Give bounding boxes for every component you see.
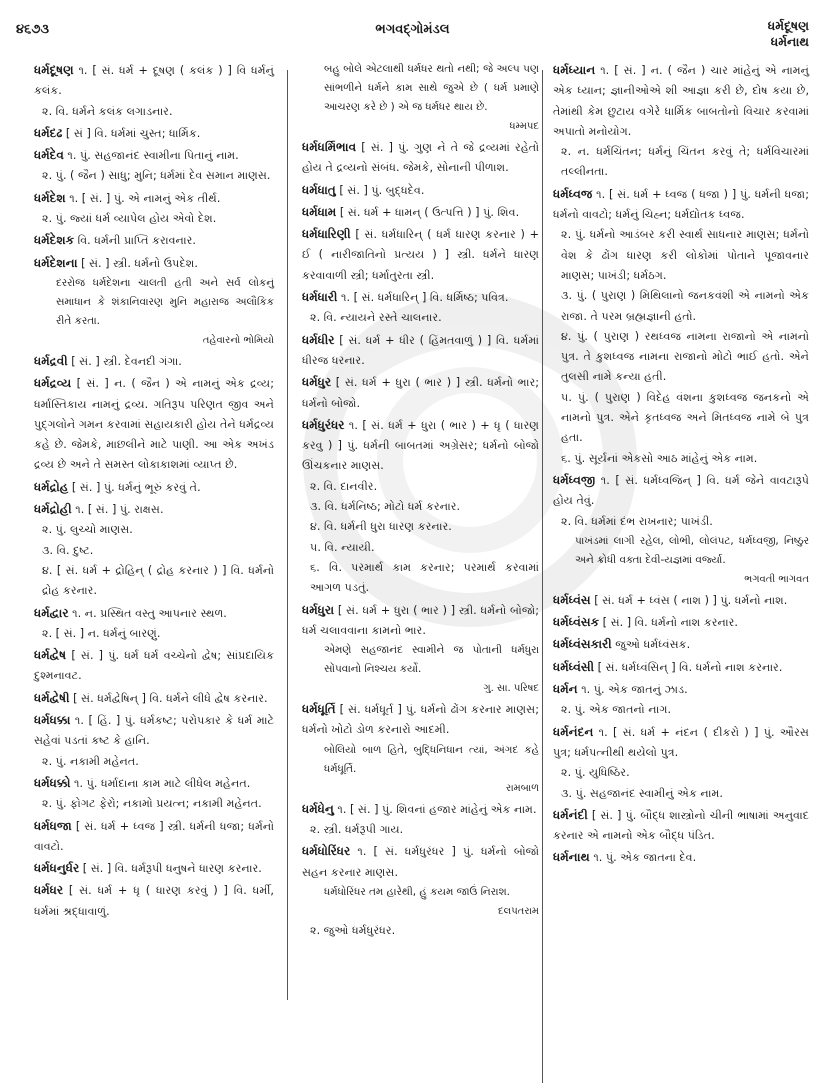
headword: ધર્મધનુર્ધર [34,861,80,876]
headword: ધર્મધક્કા [34,713,71,728]
sense: ૨. વિ. ધર્મમાં દંભ રાખનાર; પાખંડી. [561,514,713,528]
dictionary-entry [34,603,274,645]
sense: ૨. પું. લુચ્ચો માણસ. [42,523,133,537]
dictionary-entry [302,330,539,372]
quote-source: ગુ. સા. પરિષદ [483,683,539,695]
definition: [ સં. ધર્મ + ધ્વજ ] સ્ત્રી. ધર્મની ધજા; ધર્મનો વાવટો. [34,819,275,853]
quote-text: દરરોજ ધર્મદેશના ચાલતી હતી અને સર્વ લોકનું સમાધાન કે શંકાનિવારણ મુનિ મહારાજ અલૌકિક રીતે કરતા. [56,276,274,327]
dictionary-entry [553,805,809,847]
dictionary-entry [34,60,274,122]
column-divider-right [542,70,543,1083]
headword: ધર્મદ્વેષી [34,690,70,705]
headword: ધર્મધીર [302,332,335,347]
headword: ધર્મધૂર્તિ [302,702,336,717]
definition: [ સં. ] પું. બુદ્ધદેવ. [339,183,425,197]
sense: ૬. પું. સૂર્યનાં એકસો આઠ માંહેનું એક નામ. [561,451,758,465]
headword: ધર્મધ્વજી [553,472,596,487]
definition: ૧. [ સં. ધર્મધ્વજિન્ ] વિ. ધર્મ જેને વાવટારૂપે હોય તેવું. [553,473,809,508]
dictionary-entry [34,645,274,687]
definition: ૧. [ સં. ધર્મ + દૂષણ ( કલંક ) ] વિ ધર્મનું કલંક. [34,64,274,98]
definition: [ સં. ધર્મ + ધ્વંસ ( નાશ ) ] પું. ધર્મનો નાશ. [594,593,788,607]
dictionary-entry [34,188,274,230]
headword: ધર્મદૂષણ [34,63,74,77]
dictionary-entry [34,499,274,601]
headword: ધર્મદેશના [34,255,78,270]
guide-word-first: ધર્મદૂષણ [767,18,809,33]
sense: ૪. વિ. ધર્મની ધુરા ધારણ કરનાર. [310,520,452,534]
dictionary-entry [302,799,539,841]
sense: ૩. પું. ( પુરાણ ) મિથિલાનો જનકવંશી એ નામનો એક રાજા. તે પરમ બ્રહ્મજ્ઞાની હતો. [561,289,809,323]
definition: ૧. [ સં. ધર્મ + ધુરા ( ભાર ) + ધૃ ( ધારણ કરવુ ) ] પું. ધર્મની બાબતમાં અગ્રેસર; ધર્મનો બોજો ઊંચકનાર માણસ. [302,418,539,473]
definition: ૧. ન. પ્રસ્થિત વસ્તુ આપનાર સ્થળ. [72,606,227,620]
headword: ધર્મધર્મિભાવ [302,140,357,154]
definition: [ સં. ] સ્ત્રી. દેવનદી ગંગા. [71,354,182,368]
sense: ૩. વિ. ધર્મનિષ્ઠ; મોટો ધર્મ કરનાર. [310,500,461,514]
definition: ૧. [ સં. ] પું. શિવનાં હજાર માંહેનું એક નામ. [337,802,537,816]
definition: [ સં. ધર્મધ્વંસિન્ ] વિ. ધર્મનો નાશ કરનાર. [597,660,783,674]
quote-source: રામબાળ [506,782,539,794]
headword: ધર્મધાતુ [302,182,336,197]
headword: ધર્મધુરા [302,602,335,617]
definition: ૧. [ સં. ધર્મધુરંધર ] પું. ધર્મનો બોજો સહન કરનાર માણસ. [302,845,539,879]
sense: ૫. વિ. ન્યાયી. [310,540,375,554]
citation-quote [302,60,539,136]
headword: ધર્મદેશ [34,190,66,205]
sense: ૨. પું. ફોગટ ફેરો; નકામો પ્રયત્ન; નકામી મહેનત. [42,797,262,811]
headword: ધર્મધક્કો [34,775,71,790]
guide-word-last: ધર્મનાથ [770,34,809,49]
definition: [ સં. ધર્મ + ધામન્ ( ઉત્પત્તિ ) ] પું. શિવ. [339,205,520,219]
sense: ૪. પું. ( પુરાણ ) રથધ્વજ નામના રાજાનો એ નામનો પુત્ર. તે કુશધ્વજ નામના રાજાનો મોટો ભાઈ હતો. એને તુલસી નામે કન્યા હતી. [561,329,809,384]
dictionary-entry [302,699,539,798]
definition: [ સં. ] ન. ( જૈન ) એ નામનું એક દ્રવ્ય; ધર્માસ્તિકાય નામનું દ્રવ્ય. ગતિરૂપ પરિણત જીવ અને પુદ્ગલોને ગમન કરવામાં સહાયકારી હોય તેને ધર્મદ્રવ્ય કહે છે. જેમકે, માછલીને માટે પાણી. આ એક અખંડ દ્રવ્ય છે અને તે સમસ્ત લોકાકાશમાં વ્યાપ્ત છે. [34,377,274,472]
definition: [ સં. ] પું. બૌદ્ધ શાસ્ત્રોનો ચીની ભાષામાં અનુવાદ કરનાર એ નામનો એક બૌદ્ધ પંડિત. [553,808,809,843]
sense: ૨. વિ. ન્યાયને રસ્તે ચાલનાર. [310,311,442,325]
definition: ૧. પું. સહજાનંદ સ્વામીના પિતાનું નામ. [67,149,239,163]
dictionary-entry [34,816,274,858]
headword: ધર્મદેવ [34,148,64,163]
definition: [ સં. ધર્મદ્વેષિન્ ] વિ. ધર્મને લીધે દ્વેષ કરનાર. [73,691,268,705]
sense: ૨. પું. નકામી મહેનત. [42,754,139,768]
quote-source: દલપતરામ [498,905,539,917]
page-header [0,0,825,58]
definition: [ સં. ] સ્ત્રી. ધર્મનો ઉપદેશ. [81,256,198,270]
quote-text: બોલિયો બાળ હિતે, બુદ્ધિનિધાન ત્યાં, અંગદ કહે ધર્મધૂર્તિ. [324,743,539,775]
definition: ૧. [ સં. ] પું. રાક્ષસ. [75,503,164,517]
sense: ૨. પું. ધર્મનો આડંબર કરી સ્વાર્થ સાધનાર માણસ; ધર્મનો વેશ કે ઢોંગ ધારણ કરી લોકોમાં પોતાને પૂજાવનાર માણસ; પાખંડી; ધર્મઠગ. [561,228,809,282]
dictionary-entry [302,287,539,329]
dictionary-entry [553,590,809,611]
sense: ૨. પું. એક જાતનો નાગ. [561,703,672,717]
headword: ધર્મધ્વંસક [553,615,600,630]
dictionary-entry [553,470,809,589]
dictionary-entry [302,600,539,699]
dictionary-entry [553,60,809,183]
headword: ધર્મધ્વંસી [553,659,595,674]
definition: [ સં. ધર્મધારિન્ ( ધર્મ ધારણ કરનાર ) + ઈ ( નારીજાતિનો પ્રત્યય ) ] સ્ત્રી. ધર્મને ધારણ કરવાવાળી સ્ત્રી; ધર્માતુરતા સ્ત્રી. [302,228,539,282]
definition: ૧. પું. એક જાતનું ઝાડ. [581,683,688,697]
citation-quote [302,883,539,921]
dictionary-entry [34,373,274,475]
sense: ૨. [ સં. ] ન. ધર્મનું બારણું. [42,626,161,640]
dictionary-entry [34,688,274,709]
dictionary-entry [34,710,274,772]
headword: ધર્મનાથ [553,850,590,865]
sense: ૪. [ સં. ધર્મ + દ્રોહિન્ ( દ્રોહ કરનાર ) ] વિ. ધર્મનો દ્રોહ કરનાર. [42,563,274,598]
dictionary-entry [34,123,274,144]
headword: ધર્મધ્વંસકારી [553,637,612,652]
running-title: ભગવદ્ગોમંડલ [375,22,450,37]
definition: ૧. [ સં. ધર્મધારિન્ ] વિ. ધર્મિષ્ઠ; પવિત્ર. [341,291,509,305]
definition: [ સં ] વિ. ધર્મમાં ચુસ્ત; ધાર્મિક. [65,126,201,140]
headword: ધર્મધુર [302,375,332,390]
sense: ૬. વિ. પરમાર્થ કામ કરનાર; પરમાર્થ કરવામાં આગળ પડતું. [310,560,539,595]
quote-source: ધમ્મપદ [509,121,539,132]
definition: વિ. ધર્મની પ્રાપ્તિ કરાવનાર. [77,234,196,248]
headword: ધર્મધુરંધર [302,417,345,432]
headword: ધર્મધ્વજ [553,186,593,201]
dictionary-entry [34,880,274,922]
citation-quote [302,741,539,798]
dictionary-entry [302,224,539,286]
quote-text: પાખંડમાં લાગી રહેલ, લોભી, લોલંપટ, ધર્મધ્વજી, નિષ્ઠુર અને ક્રોધી વક્તા દેવી-યજ્ઞમાં વર્જ્યા. [575,534,809,566]
definition: [ સં. ધર્મધૂર્ત ] પું. ધર્મનો ઢોંગ કરનાર માણસ; ધર્મનો ખોટો ડોળ કરનારો આદમી. [302,703,539,737]
dictionary-entry [302,372,539,414]
dictionary-entry [34,773,274,815]
quote-text: બહુ બોલે એટલાથી ધર્મધર થતો નથી; જે અલ્પ પણ સાંભળીને ધર્મને કામ સાથે જુએ છે ( ધર્મ પ્રમાણે આચરણ કરે છે ) એ જ ધર્મધર થાય છે. [324,63,539,113]
sense: ૨. ન. ધર્મચિંતન; ધર્મનું ચિંતન કરવું તે; ધર્મવિચારમાં તલ્લીનતા. [561,145,809,179]
definition: [ સં. ] પું. ધર્મનું ભૂરું કરવું તે. [71,480,201,494]
dictionary-entry [553,634,809,655]
definition: [ સં. ] પું. ધર્મ ધર્મ વચ્ચેનો દ્વેષ; સાંપ્રદાયિક દુશ્મનાવટ. [34,649,274,683]
sense: ૨. વિ. ધર્મને કલંક લગાડનાર. [42,104,173,118]
headword: ધર્મધ્યાન [553,63,596,77]
dictionary-entry [302,137,539,179]
sense: ૨. પું. જ્યાં ધર્મ વ્યાપેલ હોય એવો દેશ. [42,212,217,226]
sense: ૨. સ્ત્રી. ધર્મરૂપી ગાય. [310,823,404,837]
citation-quote [34,274,274,350]
quote-source: ભગવતી ભાગવત [744,573,809,585]
headword: ધર્મદઢ [34,125,63,140]
definition: જુઓ ધર્મધ્વંસક. [615,638,691,652]
dictionary-entry [34,858,274,879]
dictionary-entry [34,351,274,372]
headword: ધર્મધારી [302,290,338,305]
definition: ૧. [ સં. ધર્મ + ધ્વજ ( ધજા ) ] પું. ધર્મની ધજા; ધર્મનો વાવટો; ધર્મનું ચિહ્ન; ધર્મદ્યોતક ધ્વજ. [553,187,809,222]
dictionary-entry [302,202,539,223]
definition: ૧. [ સં. ] ન. ( જૈન ) ચાર માંહેનું એ નામનું એક ધ્યાન; જ્ઞાનીઓએ શી આજ્ઞા કરી છે, દોષ કયા છે, તેમાંથી કેમ છુટાય વગેરે ધાર્મિક બાબતોનો વિચાર કરવામાં અપાતો મનોયોગ. [553,64,810,138]
dictionary-entry [553,612,809,633]
guide-words [768,18,809,50]
headword: ધર્મધારિણી [302,227,351,242]
sense: ૨. પું. યુધિષ્ઠિર. [561,766,630,780]
definition: ૧. [ હિં. ] પું. ધર્મકષ્ટ; પરોપકાર કે ધર્મ માટે સહેવાં પડતાં કષ્ટ કે હાનિ. [34,714,274,748]
column-1 [34,60,274,923]
headword: ધર્મનંદી [553,807,588,822]
sense: ૫. પું. ( પુરાણ ) વિદેહ વંશના કુશધ્વજ જનકનો એ નામનો પુત્ર. એને કૃતધ્વજ અને મિતધ્વજ નામે બે પુત્ર હતા. [561,390,809,445]
headword: ધર્મદ્રવી [34,353,68,368]
dictionary-entry [553,184,809,469]
sense: ૩. વિ. દુષ્ટ. [42,543,94,557]
sense: ૩. પું. સહજાનંદ સ્વામીનું એક નામ. [561,786,723,800]
dictionary-entry [34,145,274,187]
headword: ધર્મદ્રોહ [34,479,69,494]
dictionary-entry [34,230,274,251]
column-divider-left [287,70,288,1000]
headword: ધર્મધામ [302,204,337,219]
definition: ૧. [ સં. ] પું. એ નામનું એક તીર્થ. [69,191,221,205]
column-3 [553,60,809,870]
dictionary-entry [553,657,809,678]
definition: ૧. પું. એક જાતના દેવ. [593,851,697,865]
headword: ધર્મધ્વંસ [553,592,591,607]
headword: ધર્મન [553,682,578,697]
headword: ધર્મધોરિંધર [302,844,351,859]
sense: ૨. જુઓ ધર્મધુરંધર. [310,923,396,937]
definition: [ સં. ધર્મ + ધુરા ( ભાર ) ] સ્ત્રી. ધર્મનો બોજો; ધર્મ ચલાવવાના કામનો ભાર. [302,603,539,637]
dictionary-entry [34,477,274,498]
dictionary-entry [553,847,809,868]
quote-text: એમણે સહજાનંદ સ્વામીને જ પોતાની ધર્મધુરા સોંપવાનો નિશ્ચય કર્યો. [324,644,539,676]
headword: ધર્મદ્વેષ [34,648,67,663]
dictionary-entry [302,60,539,136]
page-number: ૪૬૭૩ [16,22,50,37]
headword: ધર્મધેનુ [302,801,334,816]
headword: ધર્મદેશક [34,233,75,248]
definition: [ સં. ધર્મ + ધીર ( હિંમતવાળું ) ] વિ. ધર્મમાં ધીરજ ધરનાર. [302,333,539,367]
definition: [ સં. ] વિ. ધર્મનો નાશ કરનાર. [602,616,738,630]
sense: ૨. વિ. દાનવીર. [310,479,378,493]
headword: ધર્મદ્રોહી [34,502,72,517]
definition: [ સં. ] પું. ગુણ ને તે જે દ્રવ્યમાં રહેતો હોય તે દ્રવ્યનો સંબંધ. જેમકે, સોનાની પીળાશ. [302,141,539,175]
dictionary-entry [553,722,809,804]
definition: ૧. [ સં. ધર્મ + નંદન ( દીકરો ) ] પું. ઔરસ પુત્ર; ધર્મપત્નીથી થયેલો પુત્ર. [553,725,809,759]
definition: ૧. પું. ધર્માદાના કામ માટે લીધેલ મહેનત. [74,776,251,790]
definition: [ સં. ધર્મ + ધુરા ( ભાર ) ] સ્ત્રી. ધર્મનો ભાર; ધર્મનો બોજો. [302,376,539,410]
quote-text: ધર્મધોરિંધર તમ હારેથી, હું કયમ જાઉં નિરાશ. [324,885,510,898]
headword: ધર્મદ્વાર [34,605,69,620]
definition: [ સં. ધર્મ + ધૃ ( ધારણ કરવું ) ] વિ. ધર્મી, ધર્મમાં શ્રદ્ધાવાળું. [34,884,274,918]
headword: ધર્મનંદન [553,724,594,739]
headword: ધર્મદ્રવ્ય [34,376,72,391]
citation-quote [553,532,809,589]
headword: ધર્મધર [34,883,64,898]
dictionary-entry [553,679,809,721]
quote-source: તહેવારનો ભોમિયો [202,334,274,346]
citation-quote [302,641,539,698]
dictionary-entry [302,180,539,201]
dictionary-entry [302,415,539,599]
dictionary-entry [302,841,539,941]
headword: ધર્મધજા [34,818,72,833]
column-2 [302,60,539,942]
dictionary-entry [34,253,274,350]
definition: [ સં. ] વિ. ધર્મરૂપી ધનુષને ધારણ કરનાર. [82,862,262,876]
sense: ૨. પું. ( જૈન ) સાધુ; મુનિ; ધર્મમાં દેવ સમાન માણસ. [42,169,271,183]
